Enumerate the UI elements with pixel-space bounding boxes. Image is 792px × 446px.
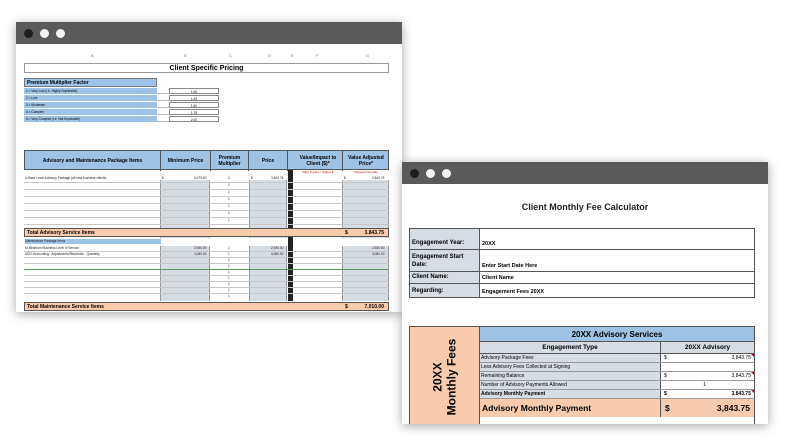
total-advisory-row xyxy=(24,228,389,237)
header-min-price: Minimum Price xyxy=(161,151,211,171)
info-label: Client Name: xyxy=(410,272,480,283)
info-label: Regarding: xyxy=(410,284,480,297)
currency: $ xyxy=(665,403,670,413)
advisory-section-title: 20XX Advisory Services xyxy=(480,327,754,342)
maint-min-price[interactable]: 2,930.00 xyxy=(194,246,207,250)
maint-price: 2,930.00 xyxy=(271,246,284,250)
fees-collected-input[interactable] xyxy=(661,363,754,371)
total-advisory-label: Total Advisory Service Items xyxy=(27,230,95,236)
col-letter: B xyxy=(184,53,187,58)
window-titlebar xyxy=(402,162,768,184)
comment-indicator-icon[interactable] xyxy=(751,354,754,357)
maximize-dot-icon[interactable] xyxy=(442,169,451,178)
final-label: Advisory Monthly Payment xyxy=(480,399,661,417)
selected-row-line xyxy=(24,269,389,270)
adjusted-note: *Optional Override xyxy=(353,170,378,174)
currency: $ xyxy=(251,176,253,180)
row-line xyxy=(24,293,389,294)
header-package: Advisory and Maintenance Package Items xyxy=(25,151,161,171)
info-row xyxy=(410,250,754,272)
maint-item-name: M-Minimum Business Level of Service xyxy=(25,246,80,250)
info-label: Engagement Year: xyxy=(410,229,480,249)
row-line xyxy=(24,224,389,225)
table-header-row xyxy=(24,150,389,170)
currency: $ xyxy=(345,230,348,236)
maint-min-price[interactable]: 4,080.00 xyxy=(194,252,207,256)
calculator-sheet xyxy=(402,184,768,424)
total-maintenance-amount: 7,010.00 xyxy=(364,304,384,310)
advisory-services-table xyxy=(409,326,755,424)
maint-price: 4,080.00 xyxy=(271,252,284,256)
advisory-row: Remaining Balance $ 3,843.75 xyxy=(480,372,754,381)
header-multiplier: Premium Multiplier xyxy=(211,151,249,171)
info-row xyxy=(410,229,754,250)
advisory-row: Advisory Package Fees $ 3,843.75 xyxy=(480,354,754,363)
info-row xyxy=(410,284,754,297)
engagement-year-field[interactable]: 20XX xyxy=(482,241,496,247)
maintenance-header: Maintenance Package Items xyxy=(25,239,161,244)
currency: $ xyxy=(344,176,346,180)
col-engagement-type: Engagement Type xyxy=(480,342,661,353)
advisory-price: 3,843.75 xyxy=(271,176,284,180)
advisory-min-price[interactable]: 3,075.00 xyxy=(194,176,207,180)
header-price: Price xyxy=(249,151,288,171)
multiplier-cell[interactable]: 1 xyxy=(228,211,230,215)
row-line xyxy=(24,287,389,288)
row-line xyxy=(24,263,389,264)
currency: $ xyxy=(345,304,348,310)
window-titlebar xyxy=(16,22,402,44)
column-header-row xyxy=(16,52,402,60)
advisory-row: Less Advisory Fees Collected at Signing xyxy=(480,363,754,372)
maint-adjusted[interactable]: 4,080.00 xyxy=(372,252,385,256)
multiplier-cell[interactable]: 1 xyxy=(228,197,230,201)
multiplier-cell[interactable]: 1 xyxy=(228,288,230,292)
header-adjusted: Value Adjusted Price* xyxy=(348,155,384,167)
side-monthly-fees: Monthly Fees xyxy=(444,338,459,415)
maint-multiplier[interactable]: 1 xyxy=(228,246,230,250)
row-line xyxy=(24,182,389,183)
regarding-field[interactable]: Engagement Fees 20XX xyxy=(482,289,545,295)
col-letter: F xyxy=(316,53,319,58)
col-letter: E xyxy=(291,53,294,58)
multiplier-cell[interactable]: 1 xyxy=(228,276,230,280)
advisory-adjusted[interactable]: 3,843.75 xyxy=(372,176,385,180)
calculator-title: Client Monthly Fee Calculator xyxy=(521,202,649,212)
advisory-item-name: A-Base Level Advisory Package (all new business clients) xyxy=(25,176,107,180)
minimize-dot-icon[interactable] xyxy=(40,29,49,38)
total-maintenance-row xyxy=(24,302,389,311)
close-dot-icon[interactable] xyxy=(24,29,33,38)
total-advisory-amount: 3,843.75 xyxy=(364,230,384,236)
col-letter: A xyxy=(91,53,94,58)
minimize-dot-icon[interactable] xyxy=(426,169,435,178)
multiplier-cell[interactable]: 1 xyxy=(228,218,230,222)
payments-allowed-input[interactable]: 1 xyxy=(703,382,706,388)
premium-row: 1 = Very Low (i.e. Highly Duplicable) 1.00 xyxy=(24,88,212,94)
pricing-spreadsheet-window xyxy=(16,22,402,312)
multiplier-cell[interactable]: 1 xyxy=(228,294,230,298)
side-year: 20XX xyxy=(430,361,445,392)
comment-indicator-icon[interactable] xyxy=(751,372,754,375)
multiplier-cell[interactable]: 1 xyxy=(228,183,230,187)
multiplier-cell[interactable]: 1 xyxy=(228,264,230,268)
advisory-final-row xyxy=(480,399,754,417)
col-letter: D xyxy=(268,53,271,58)
start-date-field[interactable]: Enter Start Date Here xyxy=(482,263,538,269)
row-line xyxy=(24,189,389,190)
row-line xyxy=(24,196,389,197)
multiplier-cell[interactable]: 1 xyxy=(228,204,230,208)
maximize-dot-icon[interactable] xyxy=(56,29,65,38)
fee-calculator-window xyxy=(402,162,768,424)
advisory-row: Advisory Monthly Payment $ 3,843.75 xyxy=(480,390,754,399)
multiplier-cell[interactable]: 1 xyxy=(228,282,230,286)
premium-row: 2 = Low 1.25 xyxy=(24,95,212,101)
premium-row: 3 = Moderate 1.50 xyxy=(24,102,212,108)
col-letter: C xyxy=(229,53,232,58)
advisory-row: Number of Advisory Payments Allowed 1 xyxy=(480,381,754,390)
row-line xyxy=(24,257,389,258)
col-advisory: 20XX Advisory xyxy=(684,344,731,351)
client-name-field[interactable]: Client Name xyxy=(482,275,514,281)
engagement-info-table xyxy=(409,228,755,298)
impact-note: *High Impact = Higher $ xyxy=(301,170,334,174)
monthly-fees-side-label xyxy=(410,327,480,424)
final-amount: 3,843.75 xyxy=(716,403,750,413)
multiplier-cell[interactable]: 1 xyxy=(228,190,230,194)
header-impact: Value/Impact to Client ($)* xyxy=(294,151,343,171)
multiplier-cell[interactable]: 1 xyxy=(228,258,230,262)
info-row xyxy=(410,272,754,284)
maint-item-name: ADO-Accounting - Adjustments/Reconcile - Quarterly xyxy=(25,252,100,256)
info-label: Engagement Start Date: xyxy=(410,250,480,271)
comment-indicator-icon[interactable] xyxy=(751,390,754,393)
row-line xyxy=(24,210,389,211)
col-letter: G xyxy=(366,53,370,58)
close-dot-icon[interactable] xyxy=(410,169,419,178)
currency: $ xyxy=(162,176,164,180)
row-line xyxy=(24,281,389,282)
multiplier-cell[interactable]: 1 xyxy=(228,270,230,274)
advisory-main xyxy=(480,327,754,424)
row-line xyxy=(24,217,389,218)
premium-multiplier-header: Premium Multiplier Factor xyxy=(24,78,157,87)
advisory-multiplier[interactable]: 2 xyxy=(228,176,230,180)
advisory-column-headers xyxy=(480,342,754,354)
row-line xyxy=(24,203,389,204)
premium-row: 5 = Very Complex (i.e. Not Duplicable) 2.00 xyxy=(24,116,212,122)
sheet-title: Client Specific Pricing xyxy=(24,63,389,73)
spreadsheet-area xyxy=(16,44,402,312)
maint-adjusted[interactable]: 2,930.00 xyxy=(372,246,385,250)
total-maintenance-label: Total Maintenance Service Items xyxy=(27,304,104,310)
premium-row: 4 = Complex 1.75 xyxy=(24,109,212,115)
row-line xyxy=(24,275,389,276)
row-line xyxy=(24,251,389,252)
maint-multiplier[interactable]: 1 xyxy=(228,252,230,256)
